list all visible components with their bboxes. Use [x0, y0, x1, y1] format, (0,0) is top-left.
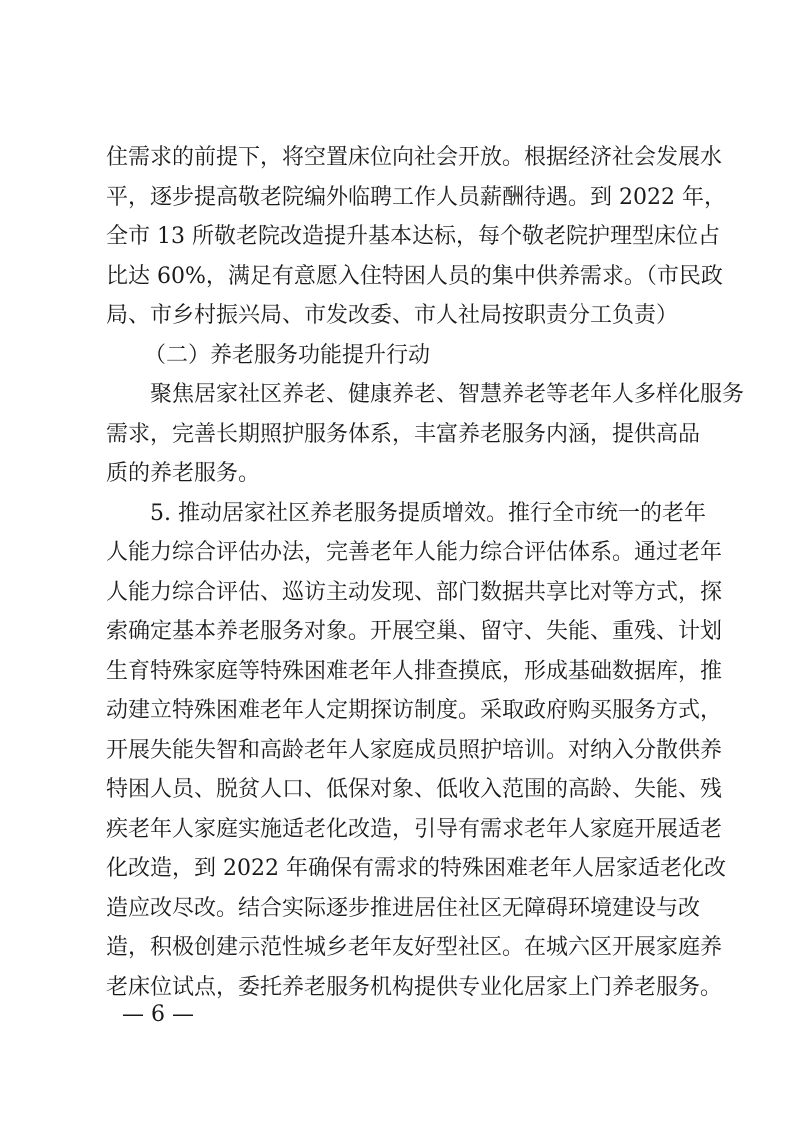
text-line: 需求，完善长期照护服务体系，丰富养老服务内涵，提供高品 — [106, 421, 701, 447]
text-line: 生育特殊家庭等特殊困难老年人排查摸底，形成基础数据库，推 — [106, 658, 723, 684]
text-line: 人能力综合评估办法，完善老年人能力综合评估体系。通过老年 — [106, 540, 723, 565]
paragraph-item-5 — [106, 494, 726, 1008]
text-line: 平，逐步提高敬老院编外临聘工作人员薪酬待遇。到 2022 年， — [106, 184, 726, 210]
text-line: 质的养老服务。 — [106, 461, 261, 486]
paragraph-continuation — [106, 138, 726, 336]
document-body — [106, 138, 745, 1007]
text-line: 局、市乡村振兴局、市发改委、市人社局按职责分工负责） — [106, 303, 679, 328]
text-line: 动建立特殊困难老年人定期探访制度。采取政府购买服务方式， — [106, 698, 723, 723]
text-line: 疾老年人家庭实施适老化改造，引导有需求老年人家庭开展适老 — [106, 816, 723, 842]
section-heading: （二）养老服务功能提升行动 — [144, 342, 431, 368]
text-line: 人能力综合评估、巡访主动发现、部门数据共享比对等方式，探 — [106, 579, 723, 605]
text-line: 比达 60%，满足有意愿入住特困人员的集中供养需求。（市民政 — [106, 263, 723, 289]
text-line: 索确定基本养老服务对象。开展空巢、留守、失能、重残、计划 — [106, 619, 723, 644]
text-line: 住需求的前提下，将空置床位向社会开放。根据经济社会发展水 — [106, 145, 723, 170]
text-line: 造，积极创建示范性城乡老年友好型社区。在城六区开展家庭养 — [106, 935, 723, 960]
text-line: 老床位试点，委托养老服务机构提供专业化居家上门养老服务。 — [106, 974, 723, 1000]
text-line: 化改造，到 2022 年确保有需求的特殊困难老年人居家适老化改 — [106, 856, 726, 881]
paragraph-section-intro — [106, 375, 745, 494]
text-line: 特困人员、脱贫人口、低保对象、低收入范围的高龄、失能、残 — [106, 777, 723, 802]
text-line: 5. 推动居家社区养老服务提质增效。推行全市统一的老年 — [150, 500, 706, 526]
text-line: 造应改尽改。结合实际逐步推进居住社区无障碍环境建设与改 — [106, 895, 701, 921]
page-number: — 6 — — [122, 1002, 194, 1027]
text-line: 聚焦居家社区养老、健康养老、智慧养老等老年人多样化服务 — [150, 382, 745, 407]
text-line: 全市 13 所敬老院改造提升基本达标，每个敬老院护理型床位占 — [106, 224, 720, 249]
text-line: 开展失能失智和高龄老年人家庭成员照护培训。对纳入分散供养 — [106, 737, 723, 763]
